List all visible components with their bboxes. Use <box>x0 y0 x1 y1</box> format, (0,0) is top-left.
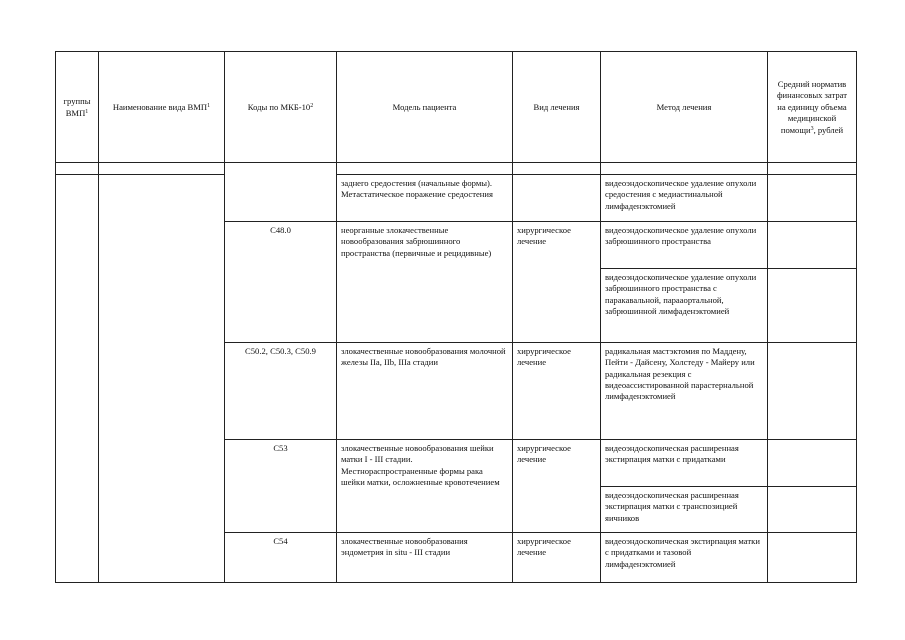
patient-cell: заднего средостения (начальные формы). Метастатическое поражение средостения <box>337 175 513 222</box>
treatment-cell: хирургическое лечение <box>513 343 601 440</box>
patient-cell: неорганные злокачественные новообразования забрюшинного пространства (первичные и рецидивные) <box>337 222 513 343</box>
code-cell: C54 <box>225 533 337 583</box>
norm-cell <box>768 343 857 440</box>
spacer-row <box>56 163 857 175</box>
header-codes-cell: Коды по МКБ-$10^2$ <box>225 52 337 163</box>
method-cell: видеоэндоскопическая расширенная экстирпация матки с транспозицией яичников <box>601 487 768 533</box>
patient-cell: злокачественные новообразования молочной железы IIa, IIb, IIIa стадии <box>337 343 513 440</box>
norm-cell <box>768 222 857 269</box>
method-cell: видеоэндоскопическое удаление опухоли забрюшинного пространства <box>601 222 768 269</box>
header-norm-cell: Средний норматив финансовых затрат на единицу объема медицинской помощи$^3$, рублей <box>768 52 857 163</box>
header-treatment-cell: Вид лечения <box>513 52 601 163</box>
treatment-cell: хирургическое лечение <box>513 222 601 343</box>
method-cell: радикальная мастэктомия по Маддену, Пейти - Дайсену, Холстеду - Майеру или радикальная резекция с видеоассистированной парастернальной лимфаденэктомией <box>601 343 768 440</box>
norm-cell <box>768 175 857 222</box>
code-cell: C50.2, C50.3, C50.9 <box>225 343 337 440</box>
norm-cell <box>768 440 857 487</box>
treatment-cell <box>513 175 601 222</box>
header-patient-cell: Модель пациента <box>337 52 513 163</box>
table-row <box>56 175 857 222</box>
header-method-cell: Метод лечения <box>601 52 768 163</box>
method-cell: видеоэндоскопическая расширенная экстирпация матки с придатками <box>601 440 768 487</box>
header-name-cell: Наименование вида ВМП$^1$ <box>99 52 225 163</box>
name-cell <box>99 175 225 583</box>
patient-cell: злокачественные новообразования эндометрия in situ - III стадии <box>337 533 513 583</box>
method-cell: видеоэндоскопическое удаление опухоли забрюшинного пространства с паракавальной, парааортальной, забрюшинной лимфаденэктомией <box>601 269 768 343</box>
method-cell: видеоэндоскопическое удаление опухоли средостения с медиастинальной лимфаденэктомией <box>601 175 768 222</box>
patient-cell: злокачественные новообразования шейки матки I - III стадии. Местнораспространенные формы рака шейки матки, осложненные кровотечением <box>337 440 513 533</box>
code-cell: C53 <box>225 440 337 533</box>
norm-cell <box>768 533 857 583</box>
treatment-cell: хирургическое лечение <box>513 533 601 583</box>
code-cell: C48.0 <box>225 222 337 343</box>
group-cell <box>56 175 99 583</box>
vmp-table <box>55 51 857 583</box>
table-header-row <box>56 52 857 163</box>
header-group-cell: группы ВМП$^1$ <box>56 52 99 163</box>
treatment-cell: хирургическое лечение <box>513 440 601 533</box>
norm-cell <box>768 269 857 343</box>
method-cell: видеоэндоскопическая экстирпация матки с придатками и тазовой лимфаденэктомией <box>601 533 768 583</box>
norm-cell <box>768 487 857 533</box>
